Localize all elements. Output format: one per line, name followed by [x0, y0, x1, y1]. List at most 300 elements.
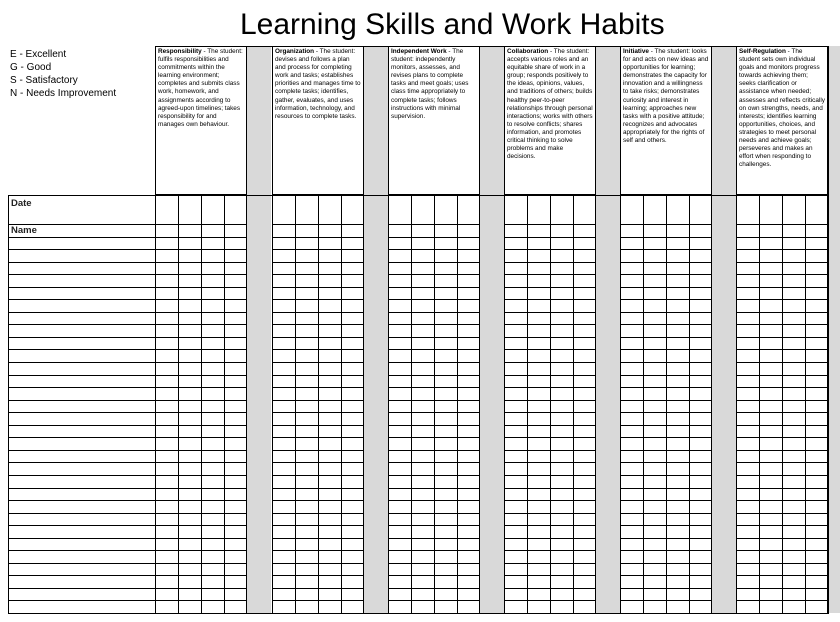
rating-cell[interactable] — [273, 601, 295, 612]
rating-cell[interactable] — [319, 489, 341, 500]
rating-cell[interactable] — [435, 451, 457, 462]
rating-cell[interactable] — [690, 564, 712, 575]
rating-cell[interactable] — [412, 576, 434, 587]
rating-cell[interactable] — [528, 564, 550, 575]
rating-cell[interactable] — [435, 238, 457, 249]
rating-cell[interactable] — [412, 288, 434, 299]
rating-cell[interactable] — [179, 551, 201, 562]
rating-cell[interactable] — [202, 325, 224, 336]
student-name-cell[interactable] — [9, 300, 155, 311]
rating-cell[interactable] — [412, 564, 434, 575]
rating-cell[interactable] — [621, 363, 643, 374]
rating-cell[interactable] — [528, 325, 550, 336]
rating-cell[interactable] — [435, 551, 457, 562]
rating-cell[interactable] — [690, 539, 712, 550]
rating-cell[interactable] — [435, 325, 457, 336]
rating-cell[interactable] — [296, 325, 318, 336]
rating-cell[interactable] — [342, 350, 364, 361]
rating-cell[interactable] — [644, 300, 666, 311]
rating-cell[interactable] — [505, 263, 527, 274]
rating-cell[interactable] — [690, 463, 712, 474]
rating-cell[interactable] — [690, 376, 712, 387]
rating-cell[interactable] — [760, 413, 782, 424]
rating-cell[interactable] — [389, 338, 411, 349]
rating-cell[interactable] — [458, 564, 480, 575]
rating-cell[interactable] — [806, 313, 828, 324]
rating-cell[interactable] — [435, 564, 457, 575]
rating-cell[interactable] — [458, 325, 480, 336]
rating-cell[interactable] — [225, 551, 247, 562]
rating-cell[interactable] — [319, 463, 341, 474]
rating-cell[interactable] — [505, 288, 527, 299]
rating-cell[interactable] — [690, 476, 712, 487]
rating-cell[interactable] — [551, 263, 573, 274]
rating-cell[interactable] — [412, 514, 434, 525]
rating-cell[interactable] — [319, 539, 341, 550]
rating-cell[interactable] — [296, 376, 318, 387]
rating-cell[interactable] — [202, 288, 224, 299]
student-name-cell[interactable] — [9, 288, 155, 299]
student-name-cell[interactable] — [9, 388, 155, 399]
rating-cell[interactable] — [202, 350, 224, 361]
student-name-cell[interactable] — [9, 426, 155, 437]
rating-cell[interactable] — [319, 275, 341, 286]
rating-cell[interactable] — [783, 275, 805, 286]
rating-cell[interactable] — [667, 238, 689, 249]
rating-cell[interactable] — [225, 501, 247, 512]
rating-cell[interactable] — [783, 225, 805, 236]
rating-cell[interactable] — [273, 589, 295, 600]
rating-cell[interactable] — [389, 451, 411, 462]
rating-cell[interactable] — [690, 526, 712, 537]
rating-cell[interactable] — [156, 514, 178, 525]
rating-cell[interactable] — [737, 501, 759, 512]
rating-cell[interactable] — [574, 401, 596, 412]
rating-cell[interactable] — [621, 325, 643, 336]
rating-cell[interactable] — [458, 576, 480, 587]
rating-cell[interactable] — [528, 426, 550, 437]
rating-cell[interactable] — [296, 238, 318, 249]
rating-cell[interactable] — [273, 564, 295, 575]
rating-cell[interactable] — [574, 564, 596, 575]
rating-cell[interactable] — [435, 313, 457, 324]
rating-cell[interactable] — [202, 225, 224, 236]
rating-cell[interactable] — [760, 551, 782, 562]
rating-cell[interactable] — [458, 313, 480, 324]
rating-cell[interactable] — [621, 451, 643, 462]
rating-cell[interactable] — [273, 451, 295, 462]
rating-cell[interactable] — [273, 288, 295, 299]
rating-cell[interactable] — [737, 338, 759, 349]
rating-cell[interactable] — [458, 238, 480, 249]
rating-cell[interactable] — [179, 589, 201, 600]
rating-cell[interactable] — [273, 350, 295, 361]
rating-cell[interactable] — [783, 539, 805, 550]
rating-cell[interactable] — [458, 463, 480, 474]
rating-cell[interactable] — [551, 451, 573, 462]
rating-cell[interactable] — [458, 363, 480, 374]
rating-cell[interactable] — [574, 263, 596, 274]
rating-cell[interactable] — [389, 564, 411, 575]
rating-cell[interactable] — [667, 376, 689, 387]
rating-cell[interactable] — [690, 275, 712, 286]
student-name-cell[interactable] — [9, 413, 155, 424]
student-name-cell[interactable] — [9, 514, 155, 525]
rating-cell[interactable] — [505, 601, 527, 612]
rating-cell[interactable] — [389, 401, 411, 412]
rating-cell[interactable] — [690, 501, 712, 512]
rating-cell[interactable] — [621, 551, 643, 562]
rating-cell[interactable] — [737, 413, 759, 424]
rating-cell[interactable] — [273, 501, 295, 512]
rating-cell[interactable] — [806, 275, 828, 286]
rating-cell[interactable] — [273, 225, 295, 236]
rating-cell[interactable] — [458, 489, 480, 500]
rating-cell[interactable] — [435, 338, 457, 349]
rating-cell[interactable] — [389, 288, 411, 299]
rating-cell[interactable] — [621, 489, 643, 500]
rating-cell[interactable] — [760, 325, 782, 336]
rating-cell[interactable] — [667, 325, 689, 336]
rating-cell[interactable] — [551, 313, 573, 324]
rating-cell[interactable] — [574, 463, 596, 474]
rating-cell[interactable] — [296, 463, 318, 474]
rating-cell[interactable] — [412, 539, 434, 550]
rating-cell[interactable] — [225, 263, 247, 274]
rating-cell[interactable] — [760, 451, 782, 462]
rating-cell[interactable] — [273, 463, 295, 474]
rating-cell[interactable] — [528, 338, 550, 349]
rating-cell[interactable] — [528, 225, 550, 236]
rating-cell[interactable] — [412, 463, 434, 474]
rating-cell[interactable] — [574, 601, 596, 612]
rating-cell[interactable] — [319, 413, 341, 424]
rating-cell[interactable] — [621, 313, 643, 324]
rating-cell[interactable] — [783, 438, 805, 449]
rating-cell[interactable] — [737, 401, 759, 412]
rating-cell[interactable] — [806, 438, 828, 449]
rating-cell[interactable] — [621, 338, 643, 349]
rating-cell[interactable] — [225, 576, 247, 587]
rating-cell[interactable] — [644, 426, 666, 437]
rating-cell[interactable] — [156, 376, 178, 387]
rating-cell[interactable] — [296, 263, 318, 274]
rating-cell[interactable] — [528, 438, 550, 449]
rating-cell[interactable] — [225, 250, 247, 261]
rating-cell[interactable] — [389, 263, 411, 274]
rating-cell[interactable] — [342, 438, 364, 449]
rating-cell[interactable] — [273, 576, 295, 587]
rating-cell[interactable] — [179, 463, 201, 474]
rating-cell[interactable] — [319, 526, 341, 537]
rating-cell[interactable] — [806, 413, 828, 424]
rating-cell[interactable] — [551, 526, 573, 537]
rating-cell[interactable] — [342, 376, 364, 387]
rating-cell[interactable] — [783, 338, 805, 349]
rating-cell[interactable] — [737, 288, 759, 299]
rating-cell[interactable] — [760, 238, 782, 249]
rating-cell[interactable] — [528, 589, 550, 600]
rating-cell[interactable] — [202, 501, 224, 512]
rating-cell[interactable] — [458, 288, 480, 299]
rating-cell[interactable] — [528, 514, 550, 525]
rating-cell[interactable] — [319, 350, 341, 361]
rating-cell[interactable] — [667, 426, 689, 437]
rating-cell[interactable] — [156, 526, 178, 537]
rating-cell[interactable] — [179, 288, 201, 299]
rating-cell[interactable] — [690, 426, 712, 437]
rating-cell[interactable] — [783, 589, 805, 600]
student-name-cell[interactable] — [9, 376, 155, 387]
rating-cell[interactable] — [296, 388, 318, 399]
rating-cell[interactable] — [505, 501, 527, 512]
rating-cell[interactable] — [644, 601, 666, 612]
rating-cell[interactable] — [179, 363, 201, 374]
rating-cell[interactable] — [296, 601, 318, 612]
rating-cell[interactable] — [667, 338, 689, 349]
rating-cell[interactable] — [319, 325, 341, 336]
rating-cell[interactable] — [156, 501, 178, 512]
rating-cell[interactable] — [202, 413, 224, 424]
student-name-cell[interactable] — [9, 463, 155, 474]
rating-cell[interactable] — [690, 288, 712, 299]
rating-cell[interactable] — [737, 539, 759, 550]
rating-cell[interactable] — [621, 601, 643, 612]
rating-cell[interactable] — [156, 463, 178, 474]
rating-cell[interactable] — [202, 526, 224, 537]
rating-cell[interactable] — [412, 338, 434, 349]
rating-cell[interactable] — [737, 363, 759, 374]
rating-cell[interactable] — [551, 363, 573, 374]
rating-cell[interactable] — [156, 338, 178, 349]
rating-cell[interactable] — [156, 476, 178, 487]
rating-cell[interactable] — [296, 438, 318, 449]
rating-cell[interactable] — [806, 350, 828, 361]
rating-cell[interactable] — [202, 238, 224, 249]
rating-cell[interactable] — [225, 313, 247, 324]
rating-cell[interactable] — [667, 539, 689, 550]
rating-cell[interactable] — [783, 388, 805, 399]
rating-cell[interactable] — [179, 576, 201, 587]
rating-cell[interactable] — [760, 275, 782, 286]
rating-cell[interactable] — [505, 476, 527, 487]
rating-cell[interactable] — [737, 263, 759, 274]
rating-cell[interactable] — [202, 551, 224, 562]
rating-cell[interactable] — [179, 438, 201, 449]
rating-cell[interactable] — [273, 338, 295, 349]
rating-cell[interactable] — [806, 388, 828, 399]
rating-cell[interactable] — [319, 388, 341, 399]
student-name-cell[interactable] — [9, 576, 155, 587]
rating-cell[interactable] — [783, 413, 805, 424]
rating-cell[interactable] — [296, 363, 318, 374]
rating-cell[interactable] — [783, 288, 805, 299]
rating-cell[interactable] — [296, 426, 318, 437]
rating-cell[interactable] — [435, 501, 457, 512]
rating-cell[interactable] — [412, 388, 434, 399]
rating-cell[interactable] — [156, 263, 178, 274]
rating-cell[interactable] — [202, 589, 224, 600]
rating-cell[interactable] — [458, 401, 480, 412]
rating-cell[interactable] — [760, 463, 782, 474]
rating-cell[interactable] — [458, 526, 480, 537]
rating-cell[interactable] — [806, 288, 828, 299]
rating-cell[interactable] — [783, 376, 805, 387]
rating-cell[interactable] — [783, 363, 805, 374]
rating-cell[interactable] — [296, 250, 318, 261]
rating-cell[interactable] — [458, 514, 480, 525]
rating-cell[interactable] — [574, 388, 596, 399]
rating-cell[interactable] — [319, 376, 341, 387]
rating-cell[interactable] — [342, 526, 364, 537]
rating-cell[interactable] — [435, 300, 457, 311]
rating-cell[interactable] — [644, 589, 666, 600]
rating-cell[interactable] — [202, 401, 224, 412]
rating-cell[interactable] — [202, 489, 224, 500]
rating-cell[interactable] — [528, 388, 550, 399]
rating-cell[interactable] — [342, 539, 364, 550]
rating-cell[interactable] — [737, 388, 759, 399]
rating-cell[interactable] — [225, 350, 247, 361]
rating-cell[interactable] — [806, 601, 828, 612]
rating-cell[interactable] — [412, 363, 434, 374]
rating-cell[interactable] — [737, 250, 759, 261]
rating-cell[interactable] — [783, 263, 805, 274]
rating-cell[interactable] — [435, 514, 457, 525]
rating-cell[interactable] — [644, 350, 666, 361]
rating-cell[interactable] — [156, 413, 178, 424]
rating-cell[interactable] — [156, 350, 178, 361]
rating-cell[interactable] — [458, 338, 480, 349]
rating-cell[interactable] — [179, 300, 201, 311]
rating-cell[interactable] — [156, 438, 178, 449]
rating-cell[interactable] — [225, 514, 247, 525]
rating-cell[interactable] — [225, 288, 247, 299]
rating-cell[interactable] — [202, 388, 224, 399]
rating-cell[interactable] — [667, 401, 689, 412]
rating-cell[interactable] — [412, 275, 434, 286]
rating-cell[interactable] — [319, 551, 341, 562]
rating-cell[interactable] — [458, 551, 480, 562]
rating-cell[interactable] — [690, 300, 712, 311]
rating-cell[interactable] — [342, 463, 364, 474]
rating-cell[interactable] — [667, 350, 689, 361]
rating-cell[interactable] — [505, 413, 527, 424]
rating-cell[interactable] — [528, 350, 550, 361]
rating-cell[interactable] — [621, 438, 643, 449]
rating-cell[interactable] — [435, 438, 457, 449]
rating-cell[interactable] — [783, 489, 805, 500]
rating-cell[interactable] — [319, 501, 341, 512]
rating-cell[interactable] — [621, 539, 643, 550]
rating-cell[interactable] — [389, 413, 411, 424]
rating-cell[interactable] — [342, 551, 364, 562]
rating-cell[interactable] — [435, 526, 457, 537]
rating-cell[interactable] — [342, 363, 364, 374]
rating-cell[interactable] — [737, 451, 759, 462]
rating-cell[interactable] — [319, 401, 341, 412]
rating-cell[interactable] — [551, 501, 573, 512]
rating-cell[interactable] — [458, 539, 480, 550]
rating-cell[interactable] — [225, 451, 247, 462]
rating-cell[interactable] — [760, 363, 782, 374]
rating-cell[interactable] — [644, 476, 666, 487]
rating-cell[interactable] — [621, 300, 643, 311]
rating-cell[interactable] — [319, 288, 341, 299]
rating-cell[interactable] — [667, 601, 689, 612]
rating-cell[interactable] — [156, 489, 178, 500]
rating-cell[interactable] — [806, 426, 828, 437]
rating-cell[interactable] — [296, 476, 318, 487]
rating-cell[interactable] — [644, 338, 666, 349]
rating-cell[interactable] — [389, 526, 411, 537]
rating-cell[interactable] — [760, 250, 782, 261]
rating-cell[interactable] — [225, 325, 247, 336]
rating-cell[interactable] — [273, 426, 295, 437]
rating-cell[interactable] — [644, 313, 666, 324]
rating-cell[interactable] — [528, 238, 550, 249]
rating-cell[interactable] — [644, 225, 666, 236]
rating-cell[interactable] — [644, 463, 666, 474]
rating-cell[interactable] — [737, 376, 759, 387]
rating-cell[interactable] — [806, 250, 828, 261]
rating-cell[interactable] — [505, 338, 527, 349]
rating-cell[interactable] — [225, 438, 247, 449]
rating-cell[interactable] — [412, 350, 434, 361]
rating-cell[interactable] — [156, 451, 178, 462]
rating-cell[interactable] — [806, 551, 828, 562]
rating-cell[interactable] — [435, 250, 457, 261]
rating-cell[interactable] — [667, 413, 689, 424]
rating-cell[interactable] — [319, 363, 341, 374]
rating-cell[interactable] — [296, 576, 318, 587]
rating-cell[interactable] — [667, 250, 689, 261]
rating-cell[interactable] — [528, 376, 550, 387]
rating-cell[interactable] — [296, 413, 318, 424]
rating-cell[interactable] — [621, 576, 643, 587]
rating-cell[interactable] — [435, 225, 457, 236]
rating-cell[interactable] — [690, 263, 712, 274]
rating-cell[interactable] — [435, 376, 457, 387]
rating-cell[interactable] — [179, 263, 201, 274]
rating-cell[interactable] — [225, 463, 247, 474]
rating-cell[interactable] — [505, 438, 527, 449]
rating-cell[interactable] — [505, 489, 527, 500]
rating-cell[interactable] — [202, 275, 224, 286]
rating-cell[interactable] — [574, 451, 596, 462]
rating-cell[interactable] — [644, 413, 666, 424]
rating-cell[interactable] — [505, 564, 527, 575]
rating-cell[interactable] — [458, 451, 480, 462]
rating-cell[interactable] — [551, 288, 573, 299]
rating-cell[interactable] — [202, 463, 224, 474]
rating-cell[interactable] — [202, 514, 224, 525]
rating-cell[interactable] — [528, 451, 550, 462]
rating-cell[interactable] — [505, 300, 527, 311]
rating-cell[interactable] — [342, 238, 364, 249]
rating-cell[interactable] — [412, 438, 434, 449]
rating-cell[interactable] — [435, 589, 457, 600]
rating-cell[interactable] — [179, 489, 201, 500]
rating-cell[interactable] — [783, 401, 805, 412]
rating-cell[interactable] — [342, 576, 364, 587]
rating-cell[interactable] — [690, 225, 712, 236]
rating-cell[interactable] — [551, 350, 573, 361]
rating-cell[interactable] — [621, 463, 643, 474]
rating-cell[interactable] — [202, 601, 224, 612]
rating-cell[interactable] — [179, 388, 201, 399]
rating-cell[interactable] — [621, 564, 643, 575]
